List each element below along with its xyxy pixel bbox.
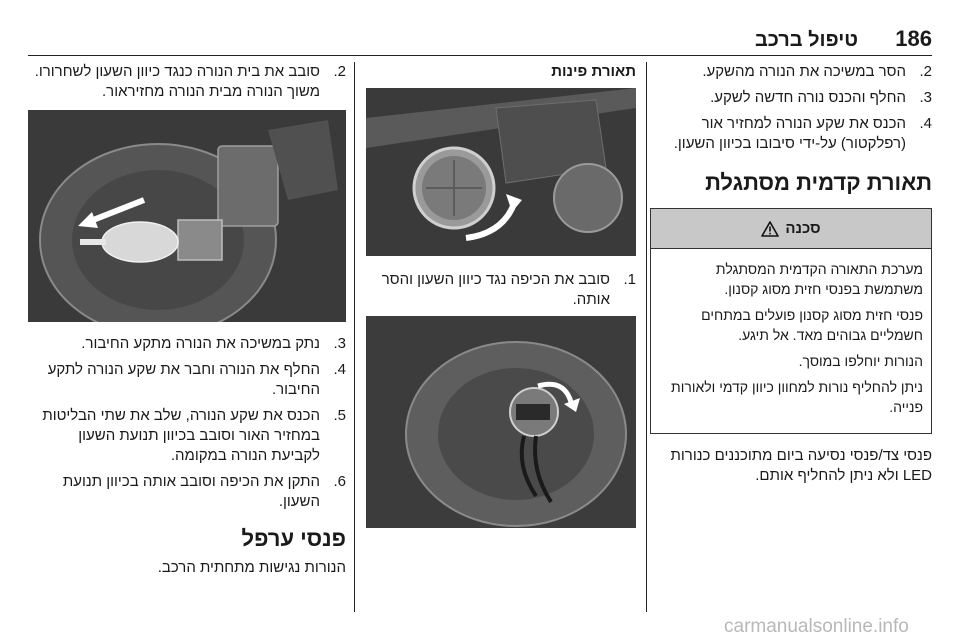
- step-number: 5.: [333, 407, 346, 424]
- danger-title: סכנה: [785, 220, 821, 237]
- page-header: [28, 26, 932, 56]
- led-note: פנסי צד/פנסי נסיעה ביום מתוכננים כנורות LED ולא ניתן להחליף אותם.: [670, 447, 932, 484]
- column-left: [28, 62, 346, 578]
- step-2: [650, 62, 932, 82]
- step-number: 4.: [333, 361, 346, 378]
- fog-lights-body: הנורות נגישות מתחתית הרכב.: [157, 559, 346, 576]
- step-text: החלף את הנורה וחבר את שקע הנורה לתקע החיבור.: [47, 361, 320, 398]
- step-number: 3.: [333, 335, 346, 352]
- danger-paragraph: פנסי חזית מסוג קסנון פועלים במתחים חשמליים גבוהים מאד. אל תיגע.: [701, 307, 923, 343]
- column-right: [650, 62, 932, 486]
- step-number: 6.: [333, 473, 346, 490]
- column-middle: [366, 62, 636, 528]
- step-text: החלף והכנס נורה חדשה לשקע.: [710, 89, 906, 106]
- step-number: 3.: [919, 89, 932, 106]
- step-1: [366, 270, 636, 310]
- column-divider-right: [646, 62, 647, 612]
- step-3: [28, 334, 346, 354]
- danger-box: [650, 208, 932, 434]
- section-title: טיפול ברכב: [754, 29, 858, 51]
- fog-lights-heading: פנסי ערפל: [241, 526, 346, 551]
- step-text: הכנס את שקע הנורה למחזיר אור (רפלקטור) על-ידי סיבובו בכיוון השעון.: [673, 115, 906, 152]
- adaptive-lighting-heading: תאורת קדמית מסתגלת: [705, 170, 932, 195]
- step-number: 4.: [919, 115, 932, 132]
- page-number: 186: [895, 26, 932, 51]
- step-number: 2.: [333, 63, 346, 80]
- watermark: carmanualsonline.info: [724, 616, 909, 637]
- step-number: 1.: [623, 271, 636, 288]
- step-4: [650, 114, 932, 154]
- step-text: התקן את הכיפה וסובב אותה בכיוון תנועת השעון.: [62, 473, 320, 510]
- step-2: [28, 62, 346, 102]
- danger-body: [651, 249, 931, 433]
- step-text: הכנס את שקע הנורה, שלב את שתי הבליטות במחזיר האור וסובב בכיוון תנועת השעון לקביעת הנורה במקומה.: [42, 407, 320, 464]
- step-text: נתק במשיכה את הנורה מתקע החיבור.: [81, 335, 320, 352]
- headlamp-cap-illustration: [366, 88, 636, 256]
- danger-paragraph: ניתן להחליף נורות למחוון כיוון קדמי ולאורות פנייה.: [671, 379, 923, 415]
- step-4: [28, 360, 346, 400]
- danger-paragraph: מערכת התאורה הקדמית המסתגלת משתמשת בפנסי חזית מסוג קסנון.: [715, 261, 923, 297]
- step-text: הסר במשיכה את הנורה מהשקע.: [702, 63, 906, 80]
- danger-paragraph: הנורות יוחלפו במוסך.: [798, 353, 923, 369]
- column-divider-left: [354, 62, 355, 612]
- step-3: [650, 88, 932, 108]
- step-5: [28, 406, 346, 466]
- step-text: סובב את בית הנורה כנגד כיוון השעון לשחרורו. משוך הנורה מבית הנורה מחזיראור.: [34, 63, 320, 100]
- warning-triangle-icon: [761, 221, 779, 237]
- danger-header: [651, 209, 931, 249]
- step-number: 2.: [919, 63, 932, 80]
- step-text: סובב את הכיפה נגד כיוון השעון והסר אותה.: [381, 271, 610, 308]
- bulb-removal-illustration: [28, 110, 346, 322]
- cornering-lights-heading: תאורת פינות: [551, 63, 636, 80]
- step-6: [28, 472, 346, 512]
- bulb-socket-illustration: [366, 316, 636, 528]
